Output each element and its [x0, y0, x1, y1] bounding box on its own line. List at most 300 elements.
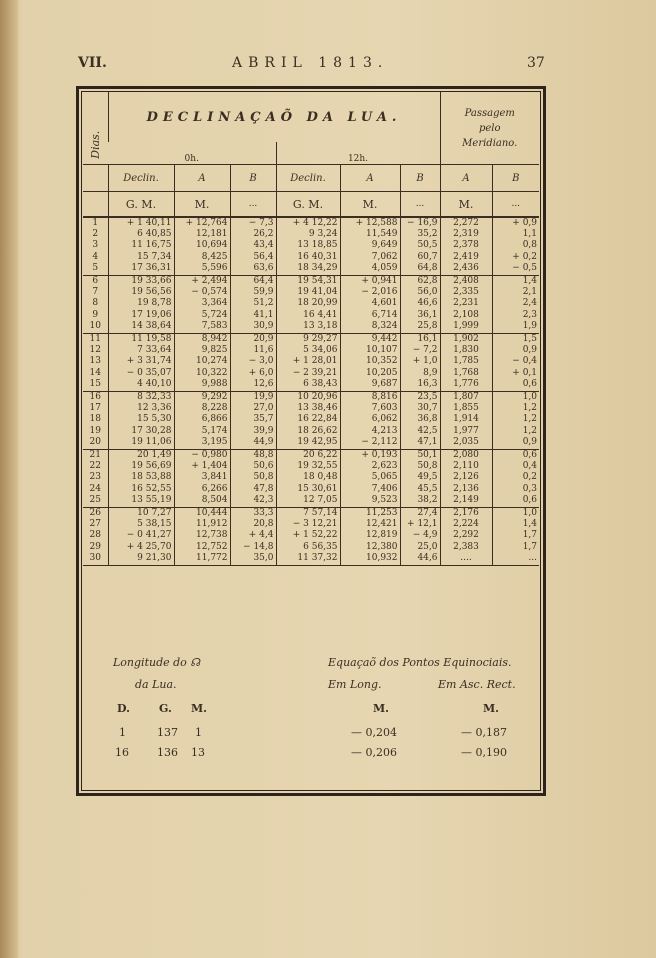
value: 5,596	[201, 262, 228, 273]
value: 26	[89, 508, 101, 518]
value: 13 38,46	[297, 403, 338, 414]
value: 11 16,75	[131, 240, 172, 251]
cell-a12	[340, 217, 400, 276]
cell-dias	[83, 508, 108, 566]
value: 33,3	[253, 508, 274, 518]
row2-g: 136	[157, 746, 178, 759]
cell-d0	[108, 508, 174, 566]
value: 3,841	[201, 472, 228, 483]
value: 16	[89, 392, 101, 402]
row1-d: 1	[119, 726, 126, 739]
head-b-pass: B	[492, 165, 539, 192]
value: − 0,5	[512, 262, 538, 273]
cell-a12	[340, 508, 400, 566]
value: 6 56,35	[303, 541, 338, 552]
value: 11 19,58	[131, 334, 172, 344]
cell-b12	[400, 334, 440, 392]
cell-b0	[230, 508, 276, 566]
value: 9,988	[201, 378, 228, 389]
value: − 0 41,27	[126, 530, 172, 541]
value: 19 56,56	[131, 287, 172, 298]
value: 9,523	[371, 494, 398, 505]
row1-long: — 0,204	[351, 726, 397, 739]
value: 9	[92, 309, 99, 320]
unit-declin-0: G. M.	[108, 192, 174, 218]
value: + 4 12,22	[292, 218, 338, 228]
value: 43,4	[253, 240, 274, 251]
cell-a12	[340, 276, 400, 334]
cell-d0	[108, 392, 174, 450]
value: 16 40,31	[297, 251, 338, 262]
table-row-group	[83, 276, 539, 334]
value: 12 7,05	[303, 494, 338, 505]
value: 1,785	[453, 356, 479, 367]
value: 5,724	[201, 309, 228, 320]
value: 11 37,32	[297, 552, 338, 563]
value: 1,977	[453, 425, 479, 436]
value: 2,1	[522, 287, 538, 298]
value: 49,5	[417, 472, 438, 483]
value: 44,9	[253, 436, 274, 447]
row2-m: 13	[191, 746, 205, 759]
value: 17 30,28	[131, 425, 172, 436]
col-g: G.	[159, 702, 172, 715]
value: 10 20,96	[297, 392, 338, 402]
value: 18 20,99	[297, 298, 338, 309]
dias-label: Dias.	[88, 130, 102, 159]
cell-pa	[440, 450, 492, 508]
value: 35,0	[253, 552, 274, 563]
value: 6,266	[201, 483, 228, 494]
value: 15 5,30	[137, 414, 172, 425]
value: 0,6	[522, 494, 538, 505]
value: 2,080	[453, 450, 479, 460]
value: 2,272	[453, 218, 479, 228]
value: 1,7	[522, 530, 538, 541]
value: 7,583	[201, 320, 228, 331]
table-row-group	[83, 450, 539, 508]
cell-pa	[440, 217, 492, 276]
value: 2,408	[453, 276, 479, 286]
cell-pb	[492, 450, 539, 508]
value: 8,504	[201, 494, 228, 505]
value: 36,8	[417, 414, 438, 425]
em-asc-label: Em Asc. Rect.	[438, 678, 516, 691]
value: 19 8,78	[137, 298, 172, 309]
cell-a0	[174, 276, 230, 334]
value: 16 22,84	[297, 414, 338, 425]
value: 12,380	[366, 541, 398, 552]
value: 48,8	[253, 450, 274, 460]
cell-pb	[492, 392, 539, 450]
em-long-label: Em Long.	[328, 678, 382, 691]
value: 10,694	[196, 240, 228, 251]
unit-b-0: ...	[230, 192, 276, 218]
passage-line-3: Meridiano.	[462, 137, 518, 149]
value: 9,825	[201, 345, 228, 356]
value: 12	[89, 345, 101, 356]
value: 12,181	[196, 229, 228, 240]
value: 3	[92, 240, 99, 251]
value: 17	[89, 403, 101, 414]
bottom-section	[83, 640, 539, 788]
value: 19 11,06	[131, 436, 172, 447]
value: 4	[92, 251, 99, 262]
value: ....	[460, 552, 472, 563]
book-spine	[0, 0, 18, 958]
value: 0,3	[522, 483, 538, 494]
value: 1,5	[522, 334, 538, 344]
value: 28	[89, 530, 101, 541]
node-longitude-label-2: da Lua.	[135, 678, 177, 691]
value: 8,816	[371, 392, 398, 402]
col-m: M.	[191, 702, 208, 715]
value: + 12,764	[185, 218, 228, 228]
cell-b12	[400, 276, 440, 334]
value: 12 3,36	[137, 403, 172, 414]
value: 15 30,61	[297, 483, 338, 494]
cell-dias	[83, 450, 108, 508]
value: 1,2	[522, 425, 538, 436]
value: 10	[89, 320, 101, 331]
value: 10,274	[196, 356, 228, 367]
value: 10,352	[366, 356, 398, 367]
head-a-pass: A	[440, 165, 492, 192]
value: 10,932	[366, 552, 398, 563]
value: 64,4	[253, 276, 274, 286]
value: 2,335	[453, 287, 479, 298]
value: 50,5	[417, 240, 438, 251]
value: 2,4	[522, 298, 538, 309]
value: 5 34,06	[303, 345, 338, 356]
node-longitude-label: Longitude do ☊	[113, 656, 201, 669]
cell-d12	[276, 450, 340, 508]
value: 47,8	[253, 483, 274, 494]
value: 1,855	[453, 403, 479, 414]
value: 25,0	[417, 541, 438, 552]
value: 20,9	[253, 334, 274, 344]
value: 20 1,49	[137, 450, 172, 460]
value: 10,322	[196, 367, 228, 378]
value: 13	[89, 356, 101, 367]
moon-declination-table	[83, 92, 539, 566]
cell-pa	[440, 392, 492, 450]
value: 2,110	[453, 461, 479, 472]
value: 5,174	[201, 425, 228, 436]
value: 1,902	[453, 334, 479, 344]
value: 19 42,95	[297, 436, 338, 447]
value: + 4,4	[248, 530, 274, 541]
value: 1,0	[522, 508, 538, 518]
cell-b0	[230, 450, 276, 508]
value: 2,108	[453, 309, 479, 320]
table-row-group	[83, 392, 539, 450]
cell-d12	[276, 276, 340, 334]
cell-d12	[276, 392, 340, 450]
value: − 3,0	[248, 356, 274, 367]
value: 8,228	[201, 403, 228, 414]
value: 9,442	[371, 334, 398, 344]
value: 50,8	[417, 461, 438, 472]
value: 1,2	[522, 403, 538, 414]
value: − 0,980	[191, 450, 228, 460]
value: 47,1	[417, 436, 438, 447]
value: − 2 39,21	[292, 367, 338, 378]
value: + 0,941	[361, 276, 398, 286]
head-b-0: B	[230, 165, 276, 192]
value: 42,5	[417, 425, 438, 436]
value: 12,738	[196, 530, 228, 541]
value: 56,0	[417, 287, 438, 298]
cell-d0	[108, 450, 174, 508]
value: 9,687	[371, 378, 398, 389]
value: 1,4	[522, 519, 538, 530]
value: 19 41,04	[297, 287, 338, 298]
value: 14	[89, 367, 101, 378]
value: 0,8	[522, 240, 538, 251]
value: 1,768	[453, 367, 479, 378]
cell-b12	[400, 508, 440, 566]
value: 11,912	[196, 519, 228, 530]
value: 24	[89, 483, 101, 494]
value: + 1,0	[412, 356, 438, 367]
passage-line-2: pelo	[478, 122, 501, 134]
value: 2,319	[453, 229, 479, 240]
value: 2,149	[453, 494, 479, 505]
cell-dias	[83, 392, 108, 450]
value: 41,1	[253, 309, 274, 320]
cell-d0	[108, 217, 174, 276]
chapter-number: VII.	[78, 55, 107, 71]
value: 11,549	[366, 229, 398, 240]
col-d: D.	[117, 702, 130, 715]
value: 18 53,88	[131, 472, 172, 483]
value: − 3 12,21	[292, 519, 338, 530]
cell-d12	[276, 334, 340, 392]
cell-d0	[108, 276, 174, 334]
value: 36,1	[417, 309, 438, 320]
head-a-0: A	[174, 165, 230, 192]
row2-d: 16	[115, 746, 129, 759]
value: 1,999	[453, 320, 479, 331]
title-row	[83, 92, 539, 142]
value: − 2,016	[361, 287, 398, 298]
value: − 0,574	[191, 287, 228, 298]
value: 19 32,55	[297, 461, 338, 472]
value: + 1 52,22	[292, 530, 338, 541]
value: 30,9	[253, 320, 274, 331]
value: + 4 25,70	[126, 541, 172, 552]
value: 12,421	[366, 519, 398, 530]
value: 27	[89, 519, 101, 530]
value: − 2,112	[361, 436, 398, 447]
value: 8 32,33	[137, 392, 172, 402]
cell-a0	[174, 450, 230, 508]
cell-b0	[230, 392, 276, 450]
cell-a0	[174, 508, 230, 566]
value: + 6,0	[248, 367, 274, 378]
value: 56,4	[253, 251, 274, 262]
value: 50,8	[253, 472, 274, 483]
cell-d0	[108, 334, 174, 392]
value: 3,364	[201, 298, 228, 309]
cell-dias	[83, 334, 108, 392]
table-title: DECLINAÇAÕ DA LUA.	[108, 92, 440, 142]
value: − 4,9	[412, 530, 438, 541]
value: 7 57,14	[303, 508, 338, 518]
page-number: 37	[527, 55, 545, 71]
value: 7	[92, 287, 99, 298]
hour-0: 0h.	[108, 142, 276, 165]
value: 45,5	[417, 483, 438, 494]
value: 0,9	[522, 436, 538, 447]
value: 12,6	[253, 378, 274, 389]
value: 42,3	[253, 494, 274, 505]
value: 16 52,55	[131, 483, 172, 494]
value: 2,419	[453, 251, 479, 262]
value: 2,126	[453, 472, 479, 483]
value: 21	[89, 450, 101, 460]
value: 26,2	[253, 229, 274, 240]
value: + 1,404	[191, 461, 228, 472]
value: 15 7,34	[137, 251, 172, 262]
value: 3,195	[201, 436, 228, 447]
value: ...	[528, 552, 538, 563]
value: 5	[92, 262, 99, 273]
value: 4 40,10	[137, 378, 172, 389]
value: 1,7	[522, 541, 538, 552]
value: 51,2	[253, 298, 274, 309]
value: 11,253	[366, 508, 398, 518]
hour-12: 12h.	[276, 142, 440, 165]
value: 60,7	[417, 251, 438, 262]
value: 1,4	[522, 276, 538, 286]
value: 10,205	[366, 367, 398, 378]
head-declin-0: Declin.	[108, 165, 174, 192]
value: 1,9	[522, 320, 538, 331]
value: 10,444	[196, 508, 228, 518]
cell-pb	[492, 334, 539, 392]
row2-asc: — 0,190	[461, 746, 507, 759]
value: 9 21,30	[137, 552, 172, 563]
value: − 14,8	[243, 541, 274, 552]
value: + 12,1	[407, 519, 438, 530]
value: 20 6,22	[303, 450, 338, 460]
value: − 7,2	[412, 345, 438, 356]
cell-b12	[400, 392, 440, 450]
value: 7,062	[371, 251, 398, 262]
value: + 3 31,74	[126, 356, 172, 367]
value: 16,3	[417, 378, 438, 389]
value: 1,807	[453, 392, 479, 402]
value: 18 26,62	[297, 425, 338, 436]
value: 19	[89, 425, 101, 436]
unit-a-0: M.	[174, 192, 230, 218]
cell-pb	[492, 508, 539, 566]
value: 50,1	[417, 450, 438, 460]
cell-pb	[492, 276, 539, 334]
value: 5 38,15	[137, 519, 172, 530]
value: 2,378	[453, 240, 479, 251]
value: − 16,9	[407, 218, 438, 228]
value: 10 7,27	[137, 508, 172, 518]
value: 6 38,43	[303, 378, 338, 389]
value: 0,6	[522, 378, 538, 389]
unit-a-12: M.	[340, 192, 400, 218]
column-heads	[83, 165, 539, 192]
value: 35,2	[417, 229, 438, 240]
value: 0,2	[522, 472, 538, 483]
cell-d12	[276, 217, 340, 276]
passage-header	[440, 92, 539, 165]
value: 6,866	[201, 414, 228, 425]
value: 16,1	[417, 334, 438, 344]
value: 1,914	[453, 414, 479, 425]
value: 62,8	[417, 276, 438, 286]
value: 22	[89, 461, 101, 472]
value: 25	[89, 494, 101, 505]
head-declin-12: Declin.	[276, 165, 340, 192]
value: 1,830	[453, 345, 479, 356]
cell-d12	[276, 508, 340, 566]
value: 18	[89, 414, 101, 425]
value: 7,603	[371, 403, 398, 414]
cell-b0	[230, 217, 276, 276]
value: 9 3,24	[308, 229, 338, 240]
value: 11,6	[253, 345, 274, 356]
value: 13 55,19	[131, 494, 172, 505]
value: 18 34,29	[297, 262, 338, 273]
table-row-group	[83, 508, 539, 566]
value: 38,2	[417, 494, 438, 505]
cell-dias	[83, 276, 108, 334]
value: 46,6	[417, 298, 438, 309]
value: 29	[89, 541, 101, 552]
value: 1,1	[522, 229, 538, 240]
value: 2	[92, 229, 99, 240]
unit-declin-12: G. M.	[276, 192, 340, 218]
value: 6 40,85	[137, 229, 172, 240]
cell-pa	[440, 334, 492, 392]
value: 20,8	[253, 519, 274, 530]
value: 6	[92, 276, 99, 286]
value: 11	[89, 334, 101, 344]
cell-b12	[400, 217, 440, 276]
value: − 0,4	[512, 356, 538, 367]
value: 2,231	[453, 298, 479, 309]
value: 1	[92, 218, 99, 228]
value: 2,436	[453, 262, 479, 273]
value: 27,4	[417, 508, 438, 518]
value: 30	[89, 552, 101, 563]
value: 8,425	[201, 251, 228, 262]
cell-b0	[230, 276, 276, 334]
value: 25,8	[417, 320, 438, 331]
value: + 2,494	[191, 276, 228, 286]
value: 50,6	[253, 461, 274, 472]
value: 11,772	[196, 552, 228, 563]
value: 17 36,31	[131, 262, 172, 273]
cell-a12	[340, 450, 400, 508]
unit-a-pass: M.	[440, 192, 492, 218]
head-a-12: A	[340, 165, 400, 192]
value: − 0 35,07	[126, 367, 172, 378]
value: + 0,1	[512, 367, 538, 378]
cell-b12	[400, 450, 440, 508]
running-title: ABRIL 1813.	[232, 55, 389, 71]
value: 19 54,31	[297, 276, 338, 286]
value: 9 29,27	[303, 334, 338, 344]
